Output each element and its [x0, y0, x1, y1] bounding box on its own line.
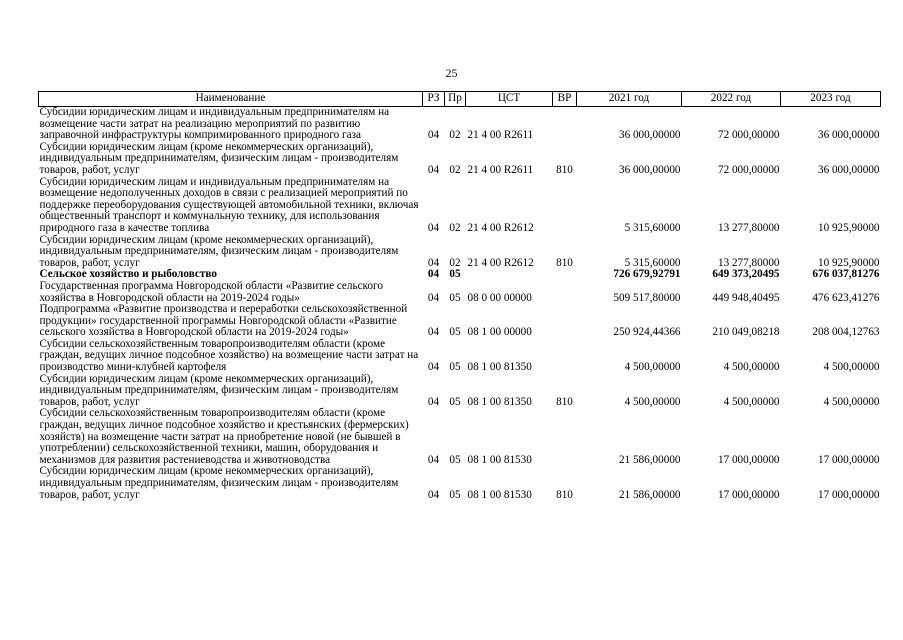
cell-name: Субсидии сельскохозяйственным товаропроизводителям области (кроме граждан, ведущих личное подсобное хозяйство) на возмещение части затрат на производство мини-клубней картофеля — [39, 337, 419, 374]
cell-vr: 810 — [556, 395, 573, 408]
cell-y2022: 72 000,00000 — [717, 129, 780, 142]
cell-y2023: 208 004,12763 — [812, 326, 880, 339]
cell-y2022: 4 500,00000 — [723, 361, 780, 374]
cell-rz: 04 — [427, 488, 440, 501]
cell-name: Государственная программа Новгородской области «Развитие сельского хозяйства в Новгородской области на 2019-2024 годы» — [39, 279, 383, 304]
cell-y2021: 36 000,00000 — [618, 129, 681, 142]
cell-rz: 04 — [427, 291, 440, 304]
cell-y2021: 21 586,00000 — [618, 453, 681, 466]
cell-vr — [553, 177, 577, 235]
cell-y2021: 726 679,92791 — [613, 268, 681, 281]
cell-rz: 04 — [427, 129, 440, 142]
budget-table — [38, 91, 881, 501]
cell-y2022: 13 277,80000 — [717, 256, 780, 269]
cell-pr: 02 — [449, 129, 461, 142]
cell-y2022: 210 049,08218 — [712, 326, 780, 339]
cell-cst: 08 1 00 00000 — [467, 326, 532, 339]
cell-rz: 04 — [427, 268, 440, 281]
cell-y2021: 21 586,00000 — [618, 488, 681, 501]
cell-y2023: 4 500,00000 — [823, 395, 880, 408]
header-cst: ЦСТ — [466, 92, 553, 107]
cell-y2022: 17 000,00000 — [717, 488, 780, 501]
table-row — [39, 142, 881, 177]
cell-name: Субсидии юридическим лицам (кроме некоммерческих организаций), индивидуальным предпринимателям, физическим лицам - производителям товаров, работ, услуг — [39, 465, 399, 501]
cell-rz: 04 — [427, 453, 440, 466]
cell-y2022: 4 500,00000 — [723, 395, 780, 408]
cell-pr: 05 — [449, 361, 461, 374]
cell-y2023: 36 000,00000 — [817, 129, 880, 142]
cell-vr: 810 — [556, 488, 573, 501]
cell-y2023: 36 000,00000 — [817, 163, 880, 176]
table-row — [39, 374, 881, 409]
cell-pr: 05 — [449, 326, 461, 339]
cell-y2023: 10 925,90000 — [817, 221, 880, 234]
cell-vr: 810 — [556, 256, 573, 269]
header-2023: 2023 год — [781, 92, 881, 107]
cell-pr: 05 — [449, 268, 461, 281]
cell-vr — [553, 408, 577, 466]
cell-y2022: 72 000,00000 — [717, 163, 780, 176]
cell-y2021: 5 315,60000 — [624, 221, 681, 234]
header-2022: 2022 год — [682, 92, 781, 107]
cell-rz: 04 — [427, 221, 440, 234]
cell-cst: 08 1 00 81530 — [467, 453, 532, 466]
header-vr: ВР — [553, 92, 577, 107]
cell-vr — [553, 281, 577, 304]
cell-y2023: 17 000,00000 — [817, 488, 880, 501]
cell-y2023: 476 623,41276 — [812, 291, 880, 304]
cell-y2021: 250 924,44366 — [613, 326, 681, 339]
cell-pr: 02 — [449, 221, 461, 234]
cell-y2023: 10 925,90000 — [817, 256, 880, 269]
cell-name: Сельское хозяйство и рыболовство — [39, 268, 217, 281]
cell-rz: 04 — [427, 163, 440, 176]
cell-y2023: 17 000,00000 — [817, 453, 880, 466]
cell-rz: 04 — [427, 326, 440, 339]
header-rz: РЗ — [423, 92, 445, 107]
cell-y2021: 4 500,00000 — [624, 395, 681, 408]
cell-name: Субсидии юридическим лицам (кроме некоммерческих организаций), индивидуальным предпринимателям, физическим лицам - производителям товаров, работ, услуг — [39, 140, 399, 176]
cell-pr: 05 — [449, 488, 461, 501]
cell-y2023: 676 037,81276 — [812, 268, 880, 281]
cell-y2023: 4 500,00000 — [823, 361, 880, 374]
header-name: Наименование — [39, 92, 423, 107]
cell-y2022: 17 000,00000 — [717, 453, 780, 466]
page-number: 25 — [445, 66, 458, 80]
cell-y2022: 449 948,40495 — [712, 291, 780, 304]
cell-cst: 08 1 00 81530 — [467, 488, 532, 501]
table-header — [39, 92, 881, 107]
cell-vr — [553, 269, 577, 281]
table-row — [39, 235, 881, 270]
cell-vr — [553, 304, 577, 339]
table-row — [39, 281, 881, 304]
cell-y2022: 649 373,20495 — [712, 268, 780, 281]
cell-cst: 21 4 00 R2612 — [467, 221, 534, 234]
cell-rz: 04 — [427, 256, 440, 269]
cell-vr: 810 — [556, 163, 573, 176]
cell-name: Подпрограмма «Развитие производства и переработки сельскохозяйственной продукции» государственной программы Новгородской области «Развитие сельского хозяйства в Новгородской области на 2019-2024 годы» — [39, 303, 408, 339]
table-row — [39, 339, 881, 374]
cell-cst — [466, 269, 553, 281]
header-2021: 2021 год — [577, 92, 682, 107]
cell-rz: 04 — [427, 395, 440, 408]
cell-cst: 21 4 00 R2612 — [467, 256, 534, 269]
cell-y2021: 509 517,80000 — [613, 291, 681, 304]
cell-y2021: 5 315,60000 — [624, 256, 681, 269]
cell-name: Субсидии юридическим лицам (кроме некоммерческих организаций), индивидуальным предпринимателям, физическим лицам - производителям товаров, работ, услуг — [39, 372, 399, 408]
cell-pr: 02 — [449, 256, 461, 269]
cell-name: Субсидии сельскохозяйственным товаропроизводителям области (кроме граждан, ведущих личное подсобное хозяйство и крестьянских (фермерских) хозяйств) на возмещение части затрат на приобретение новой (не бывшей в употреблении) сельскохозяйственной техники, машин, оборудования и механизмов для развития растениеводства и животноводства — [39, 407, 409, 466]
cell-cst: 21 4 00 R2611 — [467, 129, 534, 142]
cell-cst: 08 1 00 81350 — [467, 395, 532, 408]
cell-vr — [553, 107, 577, 142]
cell-cst: 08 0 00 00000 — [467, 291, 532, 304]
cell-name: Субсидии юридическим лицам и индивидуальным предпринимателям на возмещение части затрат на реализацию мероприятий по развитию заправочной инфраструктуры компримированного природного газа — [39, 106, 390, 142]
table-row — [39, 408, 881, 466]
cell-vr — [553, 339, 577, 374]
table-row — [39, 107, 881, 142]
table-row — [39, 304, 881, 339]
cell-cst: 21 4 00 R2611 — [467, 163, 534, 176]
cell-cst: 08 1 00 81350 — [467, 361, 532, 374]
table-row — [39, 466, 881, 501]
header-pr: Пр — [445, 92, 466, 107]
table-row — [39, 177, 881, 235]
cell-y2021: 4 500,00000 — [624, 361, 681, 374]
cell-rz: 04 — [427, 361, 440, 374]
cell-name: Субсидии юридическим лицам и индивидуальным предпринимателям на возмещение недополученных доходов в связи с реализацией мероприятий по поддержке переоборудования существующей автомобильной техники, включая общественный транспорт и коммунальную технику, для использования природного газа в качестве топлива — [39, 175, 419, 234]
cell-y2022: 13 277,80000 — [717, 221, 780, 234]
cell-pr: 05 — [449, 395, 461, 408]
cell-y2021: 36 000,00000 — [618, 163, 681, 176]
cell-pr: 02 — [449, 163, 461, 176]
cell-name: Субсидии юридическим лицам (кроме некоммерческих организаций), индивидуальным предпринимателям, физическим лицам - производителям товаров, работ, услуг — [39, 233, 399, 269]
cell-pr: 05 — [449, 291, 461, 304]
cell-pr: 05 — [449, 453, 461, 466]
